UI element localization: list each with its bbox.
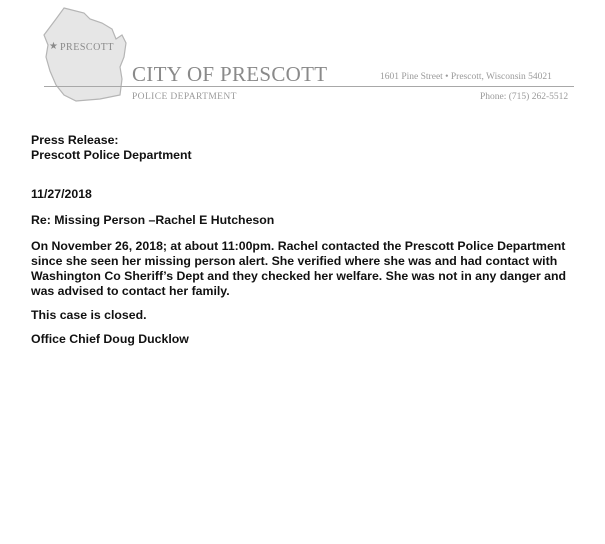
letterhead <box>0 0 605 110</box>
phone-number: Phone: (715) 262-5512 <box>480 92 569 102</box>
subject-line: Re: Missing Person –Rachel E Hutcheson <box>31 213 275 227</box>
body-paragraph: On November 26, 2018; at about 11:00pm. Rachel contacted the Prescott Police Department since she seen her missing person alert. She verified where she was and had contact with Washington Co Sheriff’s Dept and they checked her welfare. She was not in any danger and was advised to contact her family. <box>31 239 567 298</box>
city-name: CITY OF PRESCOTT <box>132 62 328 86</box>
logo-star-label: PRESCOTT <box>60 42 115 53</box>
star-icon: ★ <box>49 41 58 52</box>
press-release-body <box>31 133 591 347</box>
release-date: 11/27/2018 <box>31 187 92 201</box>
press-release-source: Prescott Police Department <box>31 148 192 162</box>
address: 1601 Pine Street • Prescott, Wisconsin 54021 <box>380 72 552 82</box>
closing-statement: This case is closed. <box>31 308 147 322</box>
press-release-heading: Press Release: <box>31 133 119 147</box>
header-divider <box>44 86 574 87</box>
department-name: POLICE DEPARTMENT <box>132 92 237 102</box>
signature: Office Chief Doug Ducklow <box>31 332 189 346</box>
wisconsin-outline-icon <box>40 5 140 105</box>
